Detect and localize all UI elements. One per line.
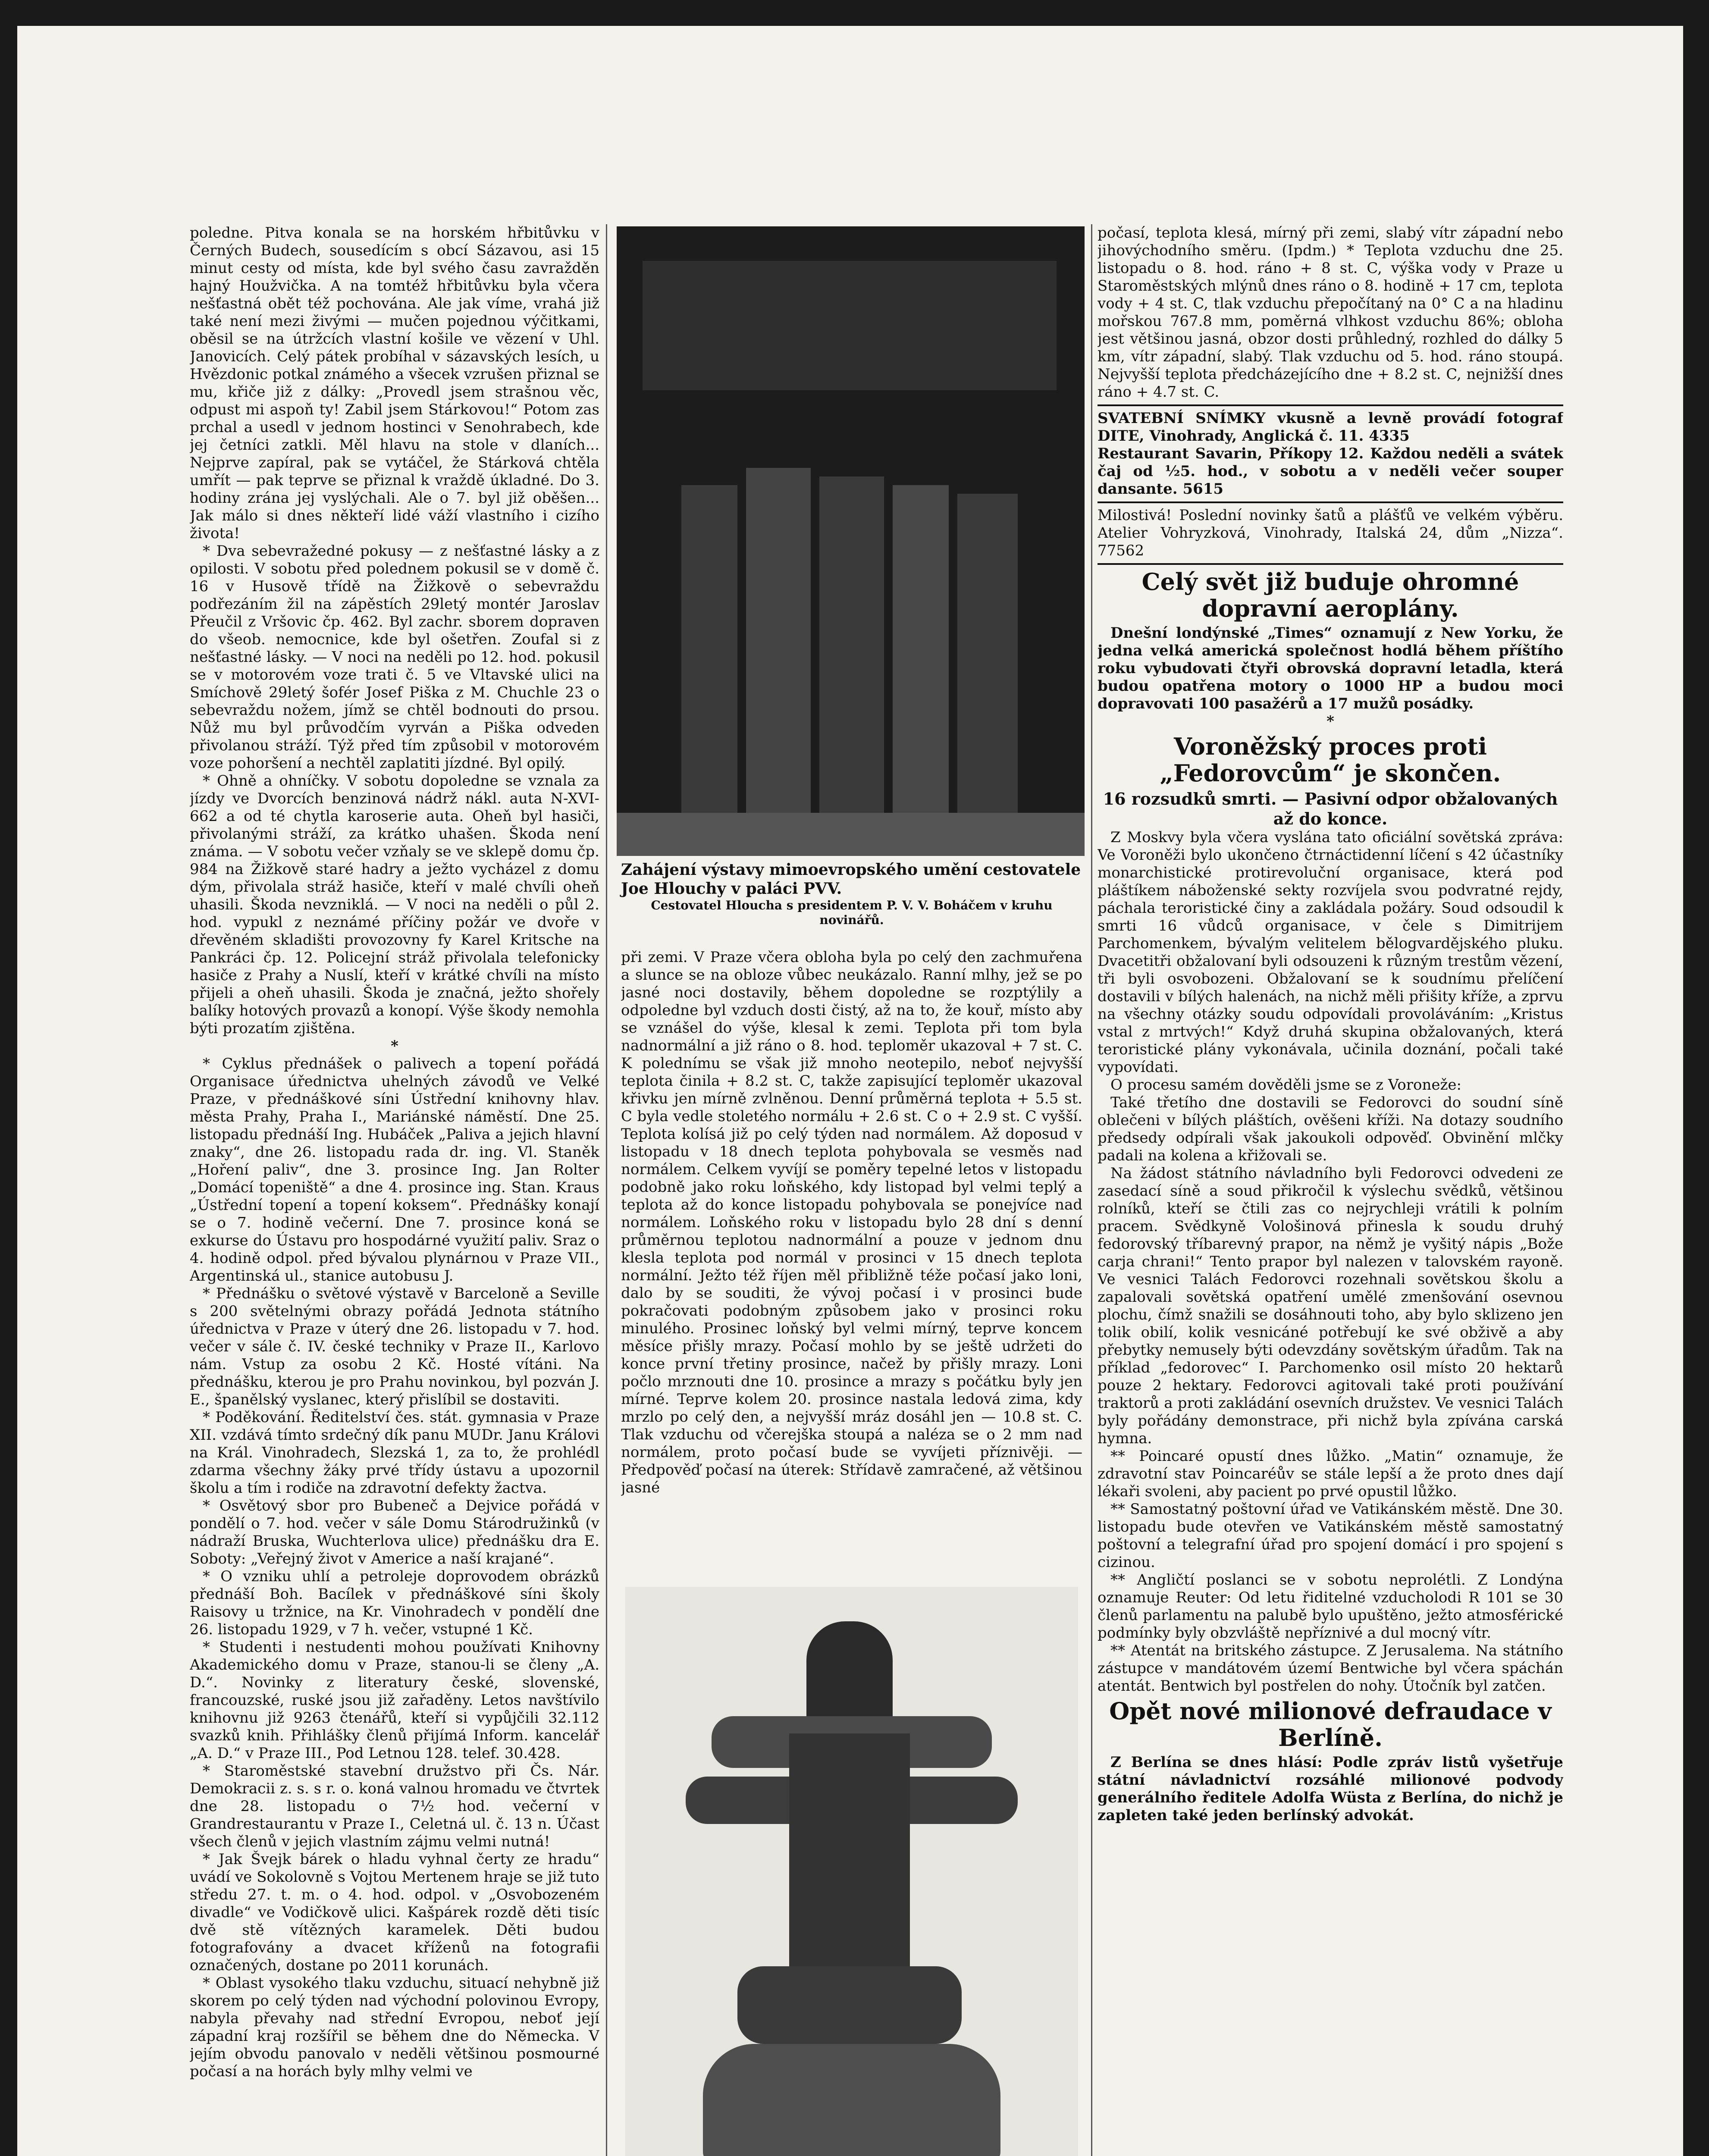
notice-theatre: * Jak Švejk bárek o hladu vyhnal čerty ze hradu“ uvádí ve Sokolovně s Vojtou Mertenem hraje se již tuto středu 27. t. m. o 4. hod. odpol. v „Osvobozeném divadle“ ve Vodičkově ulici. Kašpárek rozdě děti tisíc dvě stě vítězných karamelek. Děti budou fotografovány a dvacet kříženů na fotografii označených, dostane po 2011 korunách. bbox=[190, 1851, 599, 1974]
ad-restaurant: Restaurant Savarin, Příkopy 12. Každou neděli a svátek čaj od ½5. hod., v sobotu a v neděli večer souper dansante. 5615 bbox=[1098, 445, 1563, 498]
weather-text: při zemi. V Praze včera obloha byla po celý den zachmuřena a slunce se na obloze vůbec neukázalo. Ranní mlhy, jež se po jasné noci dostavily, během dopoledne se rozptýlily a odpoledne byl vzduch dosti čistý, až na to, že kouř, místo aby se vznášel do výše, klesal k zemi. Teplota při tom byla nadnormální a již ráno o 8. hod. teploměr ukazoval + 7 st. C. K polednímu se však již mnoho neotepilo, neboť nejvyšší teplota činila + 8.2 st. C, takže zapisující teploměr ukazoval křivku jen mírně zvlněnou. Denní průměrná teplota + 5.5 st. C byla vedle stoletého normálu + 2.6 st. C o + 2.9 st. C vyšší. Teplota kolísá již po celý týden nad normálem. Až doposud v listopadu v 18 dnech teplota pohybovala se vesměs nad normálem. Celkem vyvíjí se poměry tepelné letos v listopadu podobně jako roku loňského, kdy listopad byl velmi teplý a teplota až do konce listopadu pohybovala se ponejvíce nad normálem. Loňského roku v listopadu bylo 28 dní s denní průměrnou teplotou nadnormální a pouze v jednom dnu klesla teplota pod normál v prosinci v 15 dnech teplota normální. Ježto též říjen měl přibližně téže počasí jako loni, dalo by se souditi, že vývoj počasí i v prosinci bude pokračovati podobným způsobem jako v prosinci roku minulého. Prosinec loňský byl velmi mírný, teprve koncem měsíce přišly mrazy. Počasí mohlo by se ještě udržeti do konce první třetiny prosince, načež by přišly mrazy. Loni počlo mrznouti dne 10. prosince a mrazy s počátku byly jen mírné. Teprve kolem 20. prosince nastala ledová zima, kdy mrzlo po celý den, a nejvyšší mráz dosáhl jen — 10.8 st. C. Tlak vzduchu od včerejška stoupá a naléza se o 2 mm nad normálem, proto počasí bude se vyvíjeti příznivěji. — Předpověď počasí na úterek: Střídavě zamračené, až většinou jasné bbox=[621, 949, 1082, 1496]
article-murder-cont: poledne. Pitva konala se na horském hřbitůvku v Černých Budech, sousedícím s obcí Sázavou, asi 15 minut cesty od místa, kde byl svého času zavražděn hajný Houžvička. A na tomtéž hřbitůvku byla včera nešťastná obět též pochována. Ale jak víme, vrahá již také není mezi živými — mučen pojednou výčitkami, oběsil se na útržcích vlastní košile ve vězení v Uhl. Janovicích. Celý pátek probíhal v sázavských lesích, u Hvězdonic potkal známého a všecek vzrušen přiznal se mu, křiče již z dálky: „Provedl jsem strašnou věc, odpust mi aspoň ty! Zabil jsem Stárkovou!“ Potom zas prchal a usedl v jednom hostinci v Senohrabech, kde jej četníci zatkli. Měl hlavu na stole v dlaních... Nejprve zapíral, pak se vytáčel, že Stárková chtěla umřít — pak teprve se přiznal k vraždě úkladné. Do 3. hodiny zrána jej vyslýchali. Ale o 7. byl již oběšen... Jak málo si dnes někteří lidé váží vlastního i cizího života! bbox=[190, 224, 599, 542]
ad-divider bbox=[1098, 404, 1563, 406]
notice-fuel-lectures: * Cyklus přednášek o palivech a topení pořádá Organisace úřednictva uhelných závodů ve Velké Praze, v přednáškové síni Ústřední knihovny hlav. města Prahy, Praha I., Mariánské náměstí. Dne 25. listopadu přednáší Ing. Hubáček „Paliva a jejich hlavní znaky“, dne 26. listopadu rada dr. ing. Vl. Staněk „Hoření paliv“, dne 3. prosince Ing. Jan Rolter „Domácí topeniště“ a dne 4. prosince ing. Stan. Kraus „Ústřední topení a topení koksem“. Přednášky konají se o 7. hodině večerní. Dne 7. prosince koná se exkurse do Ústavu pro hospodárné využití paliv. Sraz o 4. hodině odpol. před bývalou plynárnou v Praze VII., Argentinská ul., stanice autobusu J. bbox=[190, 1055, 599, 1285]
headline-berlin: Opět nové milionové defraudace v Berlíně. bbox=[1109, 1697, 1552, 1752]
article-voronezh-p4: Na žádost státního návladního byli Fedorovci odvedeni ze zasedací síně a soud přikročil k výslechu svědků, většinou rolníků, kteří se čtili zas co nejrychleji vrátili k polním pracem. Svědkyně Vološinová přinesla k soudu druhý fedorovský tříbarevný prapor, na němž je vyšitý nápis „Bože carja chrani!“ Tento prapor byl nalezen v talovském rayoně. Ve vesnici Talách Fedorovci rozehnali sovětskou školu a zapalovali sovětská opatření umělé zmenšování osevnou plochu, čímž snažili se dosáhnouti toho, aby bylo sklizeno jen tolik obilí, kolik vesnicáné potřebují ke své obživě a aby přebytky nemusely býti odevzdány sovětským úřadům. Tak na příklad „fedorovec“ I. Parchomenko osil místo 20 hektarů pouze 2 hektary. Fedorovci agitovali také proti používání traktorů a proti zakládání osevních družstev. Ve vesnici Talách byly pořádány demonstrace, při nichž byla zpívána carská hymna. bbox=[1098, 1165, 1563, 1447]
notice-coal: * O vzniku uhlí a petroleje doprovodem obrázků přednáší Boh. Bacílek v přednáškové síni školy Raisovy u tržnice, na Kr. Vinohradech v pondělí dne 26. listopadu 1929, v 7 h. večer, vstupné 1 Kč. bbox=[190, 1568, 599, 1638]
scan-border-left bbox=[0, 0, 17, 2156]
notice-barcelona: * Přednášku o světové výstavě v Barceloně a Seville s 200 světelnými obrazy pořádá Jednota státního úřednictva v Praze v úterý dne 26. listopadu v 7. hod. večer v sále č. IV. české techniky v Praze II., Karlovo nám. Vstup za osobu 2 Kč. Hosté vítáni. Na přednášku, kterou je pro Prahu novinkou, byl pozván J. E., španělský vyslanec, který přislíbil se dostaviti. bbox=[190, 1285, 599, 1408]
column-right: počasí, teplota klesá, mírný při zemi, slabý vítr západní nebo jihovýchodního směru. (Ipdm.) * Teplota vzduchu dne 25. listopadu o 8. hod. ráno + 8 st. C, výška vody v Praze u Staroměstských mlýnů dnes ráno o 8. hodině + 17 cm, teplota vody + 4 st. C, tlak vzduchu přepočítaný na 0° C a na hladinu mořskou 767.8 mm, poměrná vlhkost vzduchu 86%; obloha jest většinou jasná, obzor dosti průhledný, rozhled do dálky 5 km, vítr západní, slabý. Tlak vzduchu od 5. hod. ráno stoupá. Nejvyšší teplota předcházejícího dne + 8.2 st. C, nejnižší dnes ráno + 4.7 st. C. SVATEBNÍ SNÍMKY vkusně a levně provádí fotograf DITE, Vinohrady, Anglická č. 11. 4335 Restaurant Savarin, Příkopy 12. Každou neděli a svátek čaj od ½5. hod., v sobotu a v neděli večer souper dansante. 5615 Milostivá! Poslední novinky šatů a plášťů ve velkém výběru. Atelier Vohryzková, Vinohrady, Italská 24, dům „Nizza“. 77562 Celý svět již buduje ohromné dopravní aeroplány. Dnešní londýnské „Times“ oznamují z New Yorku, že jedna velká americká společnost hodlá během příštího roku vybudovati čtyři obrovská dopravní letadla, která budou opatřena motory o 1000 HP a budou moci dopravovati 100 pasažérů a 17 mužů posádky. * Voroněžský proces proti „Fedorovcům“ je skončen. 16 rozsudků smrti. — Pasivní odpor obžalovaných až do konce. Z Moskvy byla včera vyslána tato oficiální sovětská zpráva: Ve Voroněži bylo ukončeno čtrnáctidenní líčení s 42 účastníky monarchistické protirevoluční organisace, která pod pláštíkem náboženské sekty rozvíjela svou podvratné rejdy, páchala teroristické činy a zakládala požáry. Soud odsoudil k smrti 16 vůdců organisace, v čele s Dimitrijem Parchomenkem, bývalým velitelem bělogvardějského pluku. Dvacetitři obžalovaní byli odsouzeni k různým trestům vězení, tři byli osvobozeni. Obžalovaní se k soudnímu přelíčení dostavili v bílých halenách, na nichž měli přišity kříže, a zprvu na všechny otázky soudu odpovídali provoláváním: „Kristus vstal z mrtvých!“ Když druhá skupina obžalovaných, která teroristické plány vykonávala, učinila doznání, počali také vypovídati. O procesu samém dověděli jsme se z Voroneže: Také třetího dne dostavili se Fedorovci do soudní síně oblečeni v bílých pláštích, ověšeni kříži. Na dotazy soudního předsedy odpírali však jakoukoli odpověď. Obvinění mlčky padali na kolena a křižovali se. Na žádost státního návladního byli Fedorovci odvedeni ze zasedací síně a soud přikročil k výslechu svědků, většinou rolníků, kteří se čtili zas co nejrychleji vrátili k polním pracem. Svědkyně Vološinová přinesla k soudu druhý fedorovský tříbarevný prapor, na němž je vyšitý nápis „Bože carja chrani!“ Tento prapor byl nalezen v talovském rayoně. Ve vesnici Talách Fedorovci rozehnali sovětskou školu a zapalovali sovětská opatření umělé zmenšování osevnou plochu, čímž snažili se dosáhnouti toho, aby bylo sklizeno jen tolik obilí, kolik vesnicáné potřebují ke své obživě a aby přebytky nemusely býti odevzdány sovětským úřadům. Tak na příklad „fedorovec“ I. Parchomenko osil místo 20 hektarů pouze 2 hektary. Fedorovci agitovali také proti používání traktorů a proti zakládání osevních družstev. Ve vesnici Talách byly pořádány demonstrace, při nichž byla zpívána carská hymna. ** Poincaré opustí dnes lůžko. „Matin“ oznamuje, že zdravotní stav Poincaréův se stále lepší a že proto dnes dají lékaři svoleni, aby pacient po prvé opustil lůžko. ** Samostatný poštovní úřad ve Vatikánském městě. Dne 30. listopadu bude otevřen ve Vatikánském městě samostatný poštovní a telegrafní úřad pro spojení domácí i pro spojení s cizinou. ** Angličtí poslanci se v sobotu neprolétli. Z Londýna oznamuje Reuter: Od letu řiditelné vzducholodi R 101 se 30 členů parlamentu na palubě bylo upuštěno, ježto atmosférické podmínky byly obzvláště nepříznivé a dul mocný vítr. ** Atentát na britského zástupce. Z Jerusalema. Na státního zástupce v mandátovém území Bentwiche byl včera spáchán atentát. Bentwich byl postřelen do nohy. Útočník byl zatčen. Opět nové milionové defraudace v Berlíně. Z Berlína se dnes hlásí: Podle zpráv listů vyšetřuje státní návladnictví rozsáhlé milionové podvody generálního ředitele Adolfa Wüsta z Berlína, do nichž je zapleten také jeden berlínský advokát. bbox=[1098, 224, 1563, 1824]
photo-exhibition-opening bbox=[617, 226, 1085, 856]
article-voronezh-p1: Z Moskvy byla včera vyslána tato oficiální sovětská zpráva: Ve Voroněži bylo ukončeno čtrnáctidenní líčení s 42 účastníky monarchistické protirevoluční organisace, která pod pláštíkem náboženské sekty rozvíjela svou podvratné rejdy, páchala teroristické činy a zakládala požáry. Soud odsoudil k smrti 16 vůdců organisace, v čele s Dimitrijem Parchomenkem, bývalým velitelem bělogvardějského pluku. Dvacetitři obžalovaní byli odsouzeni k různým trestům vězení, tři byli osvobozeni. Obžalovaní se k soudnímu přelíčení dostavili v bílých halenách, na nichž měli přišity kříže, a zprvu na všechny otázky soudu odpovídali provoláváním: „Kristus vstal z mrtvých!“ Když druhá skupina obžalovaných, která teroristické plány vykonávala, učinila doznání, počali také vypovídati. bbox=[1098, 829, 1563, 1076]
photo1-caption bbox=[621, 860, 1082, 928]
center-weather-article bbox=[621, 949, 1082, 1574]
column-rule-1 bbox=[606, 224, 607, 2156]
notice-thanks: * Poděkování. Ředitelství čes. stát. gymnasia v Praze XII. vzdává tímto srdečný dík panu MUDr. Janu Královi na Král. Vinohradech, Slezská 1, za to, že prohlédl zdarma všechny žáky prvé třídy ústavu a upozornil školu a tím i rodiče na zdravotní defekty žactva. bbox=[190, 1409, 599, 1497]
scan-border-right bbox=[1683, 0, 1709, 2156]
notice-cooperative: * Staroměstské stavební družstvo při Čs. Nár. Demokracii z. s. s r. o. koná valnou hromadu ve čtvrtek dne 28. listopadu o 7½ hod. večerní v Grandrestaurantu v Praze I., Celetná ul. č. 13 n. Účast všech členů v jejich vlastním zájmu velmi nutná! bbox=[190, 1762, 599, 1850]
news-poincare: ** Poincaré opustí dnes lůžko. „Matin“ oznamuje, že zdravotní stav Poincaréův se stále lepší a že proto dnes dají lékaři svoleni, aby pacient po prvé opustil lůžko. bbox=[1098, 1448, 1563, 1500]
weather-cont: počasí, teplota klesá, mírný při zemi, slabý vítr západní nebo jihovýchodního směru. (Ipdm.) * Teplota vzduchu dne 25. listopadu o 8. hod. ráno + 8 st. C, výška vody v Praze u Staroměstských mlýnů dnes ráno o 8. hodině + 17 cm, teplota vody + 4 st. C, tlak vzduchu přepočítaný na 0° C a na hladinu mořskou 767.8 mm, poměrná vlhkost vzduchu 86%; obloha jest většinou jasná, obzor dosti průhledný, rozhled do dálky 5 km, vítr západní, slabý. Tlak vzduchu od 5. hod. ráno stoupá. Nejvyšší teplota předcházejícího dne + 8.2 st. C, nejnižší dnes ráno + 4.7 st. C. bbox=[1098, 224, 1563, 401]
news-vatican: ** Samostatný poštovní úřad ve Vatikánském městě. Dne 30. listopadu bude otevřen ve Vatikánském městě samostatný poštovní a telegrafní úřad pro spojení domácí i pro spojení s cizinou. bbox=[1098, 1501, 1563, 1571]
notice-bubenec: * Osvětový sbor pro Bubeneč a Dejvice pořádá v pondělí o 7. hod. večer v sále Domu Stárodružinků (v nádraží Bruska, Wuchterlova ulice) přednášku dra E. Soboty: „Veřejný život v Americe a naší krajané“. bbox=[190, 1497, 599, 1567]
column-left bbox=[190, 224, 599, 2156]
article-fires: * Ohně a ohníčky. V sobotu dopoledne se vznala za jízdy ve Dvorcích benzinová nádrž nákl. auta N-XVI-662 a od té chytla karoserie auta. Oheň byl hasiči, přivolanými stráží, za krátko uhašen. Škoda není známa. — V sobotu večer vzňaly se ve sklepě domu čp. 984 na Žižkově staré hadry a ježto vycházel z domu dým, přivolala stráž hasiče, kteří v malé chvíli oheň uhasili. Škoda nevzniklá. — V noci na neděli o půl 2. hod. vypukl z neznámé příčiny požár ve dvoře v dřevěném skladišti provozovny fy Karel Kritsche na Pankráci čp. 12. Policejní stráž přivolala telefonicky hasiče z Prahy a Nuslí, kteří v krátké chvíli na místo přijeli a oheň uhasili. Škoda je značná, ježto shořely balíky hotových provazů a konopí. Výše škody nemohla býti prozatím zjištěna. bbox=[190, 772, 599, 1037]
ad-fashion: Milostivá! Poslední novinky šatů a plášťů ve velkém výběru. Atelier Vohryzková, Vinohrady, Italská 24, dům „Nizza“. 77562 bbox=[1098, 507, 1563, 559]
headline-aeroplanes: Celý svět již buduje ohromné dopravní aeroplány. bbox=[1141, 568, 1519, 622]
article-aeroplanes: Dnešní londýnské „Times“ oznamují z New Yorku, že jedna velká americká společnost hodlá během příštího roku vybudovati čtyři obrovská dopravní letadla, která budou opatřena motory o 1000 HP a budou moci dopravovati 100 pasažérů a 17 mužů posádky. bbox=[1098, 624, 1563, 712]
news-mps: ** Angličtí poslanci se v sobotu neprolétli. Z Londýna oznamuje Reuter: Od letu řiditelné vzducholodi R 101 se 30 členů parlamentu na palubě bylo upuštěno, ježto atmosférické podmínky byly obzvláště nepříznivé a dul mocný vítr. bbox=[1098, 1571, 1563, 1642]
separator-star: * bbox=[391, 1037, 398, 1055]
article-voronezh-p3: Také třetího dne dostavili se Fedorovci do soudní síně oblečeni v bílých pláštích, ověšeni kříži. Na dotazy soudního předsedy odpírali však jakoukoli odpověď. Obvinění mlčky padali na kolena a křižovali se. bbox=[1098, 1094, 1563, 1164]
photo-goddess-statue bbox=[625, 1587, 1078, 2156]
photo1-caption-sub: Cestovatel Hloucha s presidentem P. V. V. Boháčem v kruhu novinářů. bbox=[651, 898, 1053, 927]
photo1-caption-title: Zahájení výstavy mimoevropského umění cestovatele Joe Hlouchy v paláci PVV. bbox=[621, 861, 1081, 898]
column-rule-2 bbox=[1091, 224, 1092, 2156]
headline-voronezh: Voroněžský proces proti „Fedorovcům“ je skončen. bbox=[1160, 733, 1501, 787]
notice-weather: * Oblast vysokého tlaku vzduchu, situací nehybně již skorem po celý týden nad východní polovinou Evropy, nabyla převahy nad střední Evropou, neboť její západní kraj rozšířil se během dne do Německa. V jejím obvodu panovalo v neděli většinou posmourné počasí a na horách byly mlhy velmi ve bbox=[190, 1974, 599, 2080]
notice-students: * Studenti i nestudenti mohou používati Knihovny Akademického domu v Praze, stanou-li se členy „A. D.“. Novinky z literatury české, slovenské, francouzské, ruské jsou již zařaděny. Letos navštívilo knihovnu již 9263 čtenářů, kteří si vypůjčili 32.112 svazků knih. Přihlášky členů přijímá Inform. kancelář „A. D.“ v Praze III., Pod Letnou 128. telef. 30.428. bbox=[190, 1639, 599, 1762]
scan-border-top bbox=[0, 0, 1709, 26]
article-suicides: * Dva sebevražedné pokusy — z nešťastné lásky a z opilosti. V sobotu před polednem pokusil se v domě č. 16 v Husově třídě na Žižkově o sebevraždu podřezáním žil na zápěstích 29letý montér Jaroslav Přeučil z Vršovic čp. 462. Byl zachr. sborem dopraven do všeob. nemocnice, kde byl ošetřen. Zoufal si z nešťastné lásky. — V noci na neděli po 12. hod. pokusil se v motorovém voze trati č. 5 ve Vltavské ulici na Smíchově 29letý šofér Josef Piška z M. Chuchle 23 o sebevraždu nožem, jímž se chtěl bodnouti do prsou. Nůž mu byl průvodčím vyrván a Piška odveden přivolanou stráží. Týž před tím způsobil v motorovém voze pohoršení a nechtěl zaplatiti jízdné. Byl opilý. bbox=[190, 542, 599, 772]
subheadline-voronezh: 16 rozsudků smrti. — Pasivní odpor obžalovaných až do konce. bbox=[1103, 789, 1558, 828]
ad-wedding-photos: SVATEBNÍ SNÍMKY vkusně a levně provádí fotograf DITE, Vinohrady, Anglická č. 11. 4335 bbox=[1098, 410, 1563, 445]
article-voronezh-p2: O procesu samém dověděli jsme se z Voroneže: bbox=[1110, 1076, 1462, 1094]
article-berlin: Z Berlína se dnes hlásí: Podle zpráv listů vyšetřuje státní návladnictví rozsáhlé milionové podvody generálního ředitele Adolfa Wüsta z Berlína, do nichž je zapleten také jeden berlínský advokát. bbox=[1098, 1754, 1563, 1824]
news-jerusalem: ** Atentát na britského zástupce. Z Jerusalema. Na státního zástupce v mandátovém území Bentwiche byl včera spáchán atentát. Bentwich byl postřelen do nohy. Útočník byl zatčen. bbox=[1098, 1642, 1563, 1695]
